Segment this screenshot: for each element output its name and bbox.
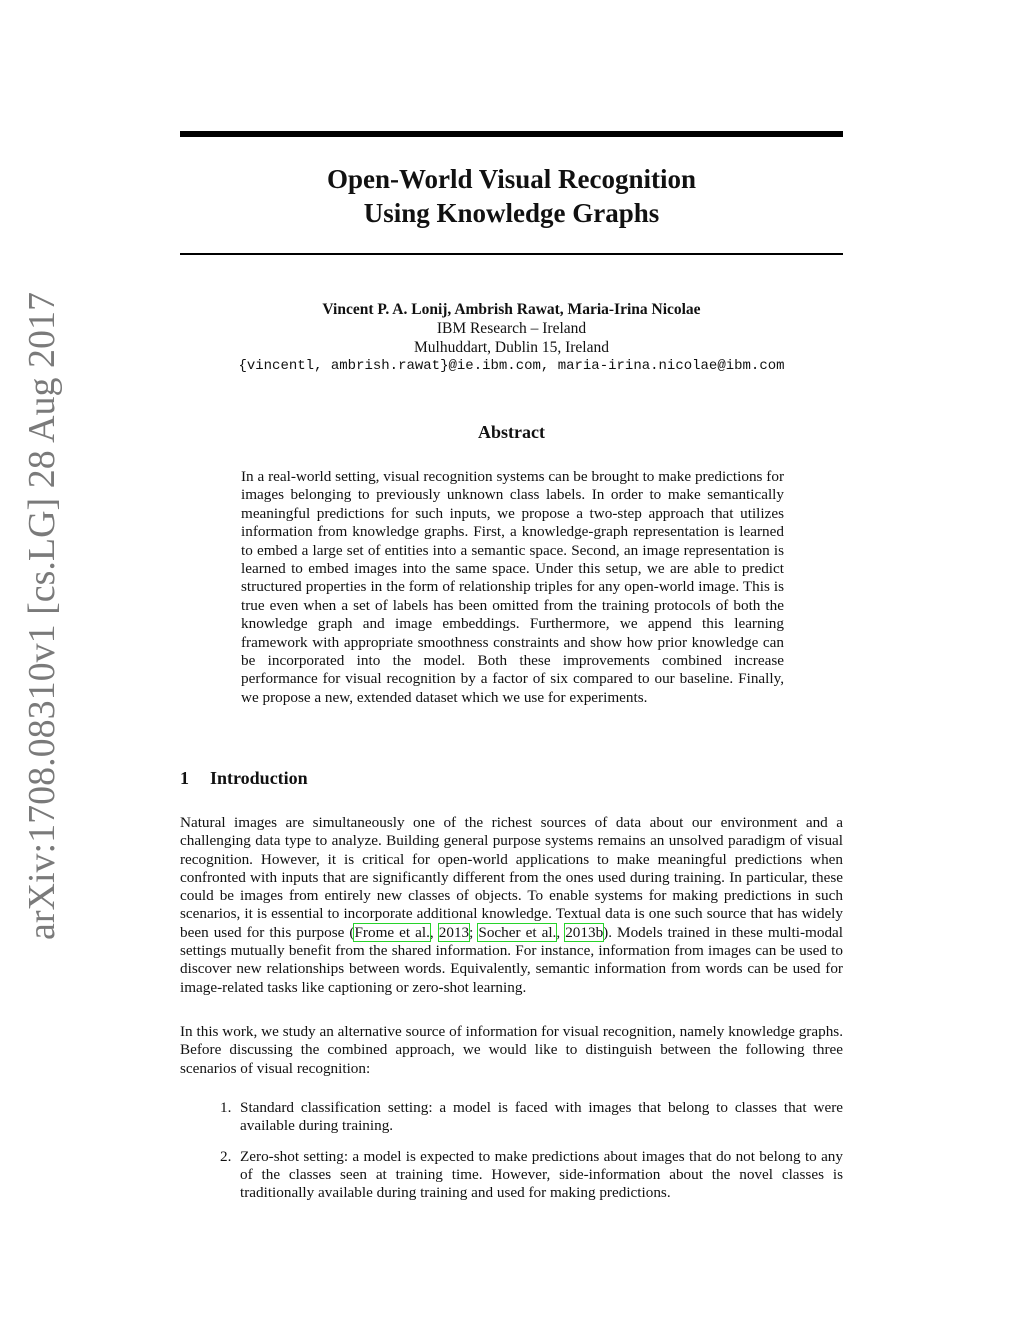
title-bottom-rule xyxy=(180,253,843,255)
title-line-1: Open-World Visual Recognition xyxy=(326,164,697,194)
scenario-list xyxy=(180,1099,843,1214)
section-heading-introduction xyxy=(180,768,308,789)
section-title: Introduction xyxy=(210,768,308,788)
paper-title xyxy=(180,162,843,230)
section-number: 1 xyxy=(180,768,189,788)
abstract-text: In a real-world setting, visual recognition systems can be brought to make predictions for images belonging to previously unknown class labels. In order to make semantically meaningful predictions for such inputs, we propose a two-step approach that utilizes information from knowledge graphs. First, a knowledge-graph representation is learned to embed a large set of entities into a semantic space. Second, an image representation is learned to embed images into the same space. Under this setup, we are able to predict structured properties in the form of relationship triples for any open-world image. This is true even when a set of labels has been omitted from the training protocols of both the knowledge graph and image embeddings. Furthermore, we append this learning framework with appropriate smoothness constraints and show how prior knowledge can be incorporated into the model. Both these improvements combined increase performance for visual recognition by a factor of six compared to our baseline. Finally, we propose a new, extended dataset which we use for experiments. xyxy=(241,468,784,706)
citation-socher-year[interactable]: 2013b xyxy=(565,923,604,941)
arxiv-identifier-stamp: arXiv:1708.08310v1 [cs.LG] 28 Aug 2017 xyxy=(21,291,63,940)
citation-frome-author[interactable]: Frome et al. xyxy=(354,923,430,941)
citation-separator: ; xyxy=(469,923,479,941)
list-marker: 2. xyxy=(220,1147,232,1165)
list-item-text: Zero-shot setting: a model is expected to make predictions about images that do not belong to any of the classes seen at training time. However, side-information about the novel classes is traditionally available during training and used for making predictions. xyxy=(240,1147,843,1202)
citation-separator: , xyxy=(429,923,439,941)
list-item xyxy=(180,1148,843,1203)
title-top-rule xyxy=(180,131,843,137)
author-names: Vincent P. A. Lonij, Ambrish Rawat, Maria-Irina Nicolae xyxy=(322,301,701,318)
list-marker: 1. xyxy=(220,1099,232,1116)
author-affiliation: IBM Research – Ireland xyxy=(436,320,587,337)
author-block xyxy=(180,300,843,376)
citation-separator: , xyxy=(556,923,566,941)
abstract-heading: Abstract xyxy=(478,422,545,442)
intro-paragraph-1 xyxy=(180,814,843,997)
intro-p1-part-a: Natural images are simultaneously one of the richest sources of data about our environment and a challenging data type to analyze. Building general purpose systems remains an unsolved paradigm of visual recognition. However, it is critical for open-world applications to make meaningful predictions when confronted with inputs that are significantly different from the ones used during training. In particular, these could be images from entirely new classes of objects. To enable systems for making predictions in such scenarios, it is essential to incorporate additional knowledge. Textual data is one such source that has widely been used for this purpose ( xyxy=(180,814,843,941)
citation-frome-year[interactable]: 2013 xyxy=(438,923,470,941)
list-item xyxy=(180,1099,843,1136)
intro-paragraph-2: In this work, we study an alternative source of information for visual recognition, namely knowledge graphs. Before discussing the combined approach, we would like to distinguish between the following three scenarios of visual recognition: xyxy=(180,1023,843,1077)
intro-p1-part-b: ). Models trained in these multi-modal settings mutually benefit from the shared information. For instance, information from images can be used to discover new relationships between words. Equivalently, semantic information from words can be used for image-related tasks like captioning or zero-shot learning. xyxy=(180,923,844,996)
title-line-2: Using Knowledge Graphs xyxy=(363,198,660,228)
list-item-text: Standard classification setting: a model is faced with images that belong to classes that were available during training. xyxy=(240,1099,843,1135)
citation-socher-author[interactable]: Socher et al. xyxy=(478,923,557,941)
author-address: Mulhuddart, Dublin 15, Ireland xyxy=(413,339,609,356)
author-emails: {vincentl, ambrish.rawat}@ie.ibm.com, maria-irina.nicolae@ibm.com xyxy=(238,358,785,374)
